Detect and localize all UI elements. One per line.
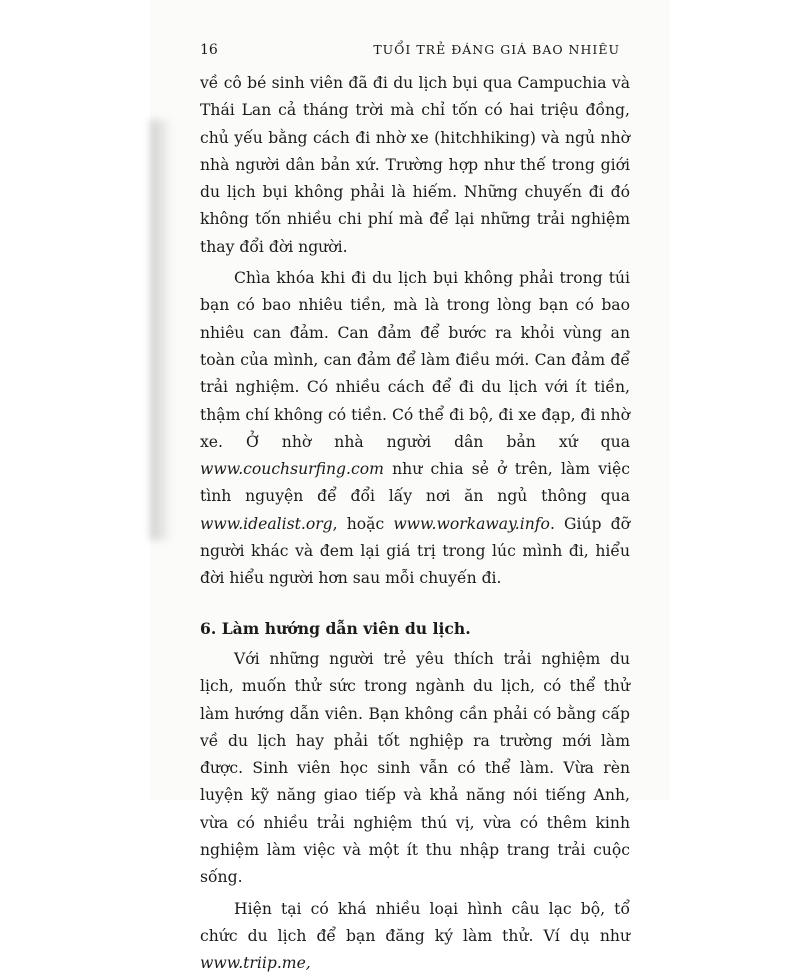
link-triip: www.triip.me,	[200, 954, 311, 973]
paragraph-text: Chìa khóa khi đi du lịch bụi không phải trong túi bạn có bao nhiêu tiền, mà là trong lòng bạn có bao nhiêu can đảm. Can đảm để bước ra khỏi vùng an toàn của mình, can đảm để làm điều mới. Can đảm để trải nghiệm. Có nhiều cách để đi du lịch với ít tiền, thậm chí không có tiền. Có thể đi bộ, đi xe đạp, đi nhờ xe. Ở nhờ nhà người dân bản xứ qua	[200, 269, 630, 451]
paragraph-text: Với những người trẻ yêu thích trải nghiệm du lịch, muốn thử sức trong ngành du lịch, có thể thử làm hướng dẫn viên. Bạn không cần phải có bằng cấp về du lịch hay phải tốt nghiệp ra trường mới làm được. Sinh viên học sinh vẫn có thể làm. Vừa rèn luyện kỹ năng giao tiếp và khả năng nói tiếng Anh, vừa có nhiều trải nghiệm thú vị, vừa có thêm kinh nghiệm làm việc và một ít thu nhập trang trải cuộc sống.	[200, 649, 630, 887]
paragraph-continuation	[200, 70, 630, 261]
page-body	[200, 70, 630, 978]
paragraph-text: , hoặc	[332, 514, 394, 533]
section-heading: 6. Làm hướng dẫn viên du lịch.	[200, 618, 471, 638]
link-workaway: www.workaway.info	[393, 514, 550, 533]
running-title: TUỔI TRẺ ĐÁNG GIÁ BAO NHIÊU	[373, 42, 620, 57]
paragraph-text: Hiện tại có khá nhiều loại hình câu lạc bộ, tổ chức du lịch để bạn đăng ký làm thử. Ví dụ như	[200, 899, 630, 945]
page-number: 16	[200, 42, 218, 58]
paragraph-text: . Giúp đỡ người khác và đem lại giá trị trong lúc mình đi, hiểu đời hiểu người hơn sau mỗi chuyến đi.	[200, 514, 630, 588]
page-gutter-shadow	[150, 120, 172, 540]
paragraph-text: như chia sẻ ở trên, làm việc tình nguyện để đổi lấy nơi ăn ngủ thông qua	[200, 460, 630, 506]
paragraph-tour-guide	[200, 646, 630, 892]
paragraph-text: về cô bé sinh viên đã đi du lịch bụi qua Campuchia và Thái Lan cả tháng trời mà chỉ tốn có hai triệu đồng, chủ yếu bằng cách đi nhờ xe (hitchhiking) và ngủ nhờ nhà người dân bản xứ. Trường hợp như thế trong giới du lịch bụi không phải là hiếm. Những chuyến đi đó không tốn nhiều chi phí mà để lại những trải nghiệm thay đổi đời người.	[200, 74, 630, 256]
link-couchsurfing: www.couchsurfing.com	[200, 460, 384, 479]
paragraph-clubs	[200, 896, 630, 978]
paragraph-backpacking-key	[200, 265, 630, 593]
link-idealist: www.idealist.org	[200, 514, 333, 533]
